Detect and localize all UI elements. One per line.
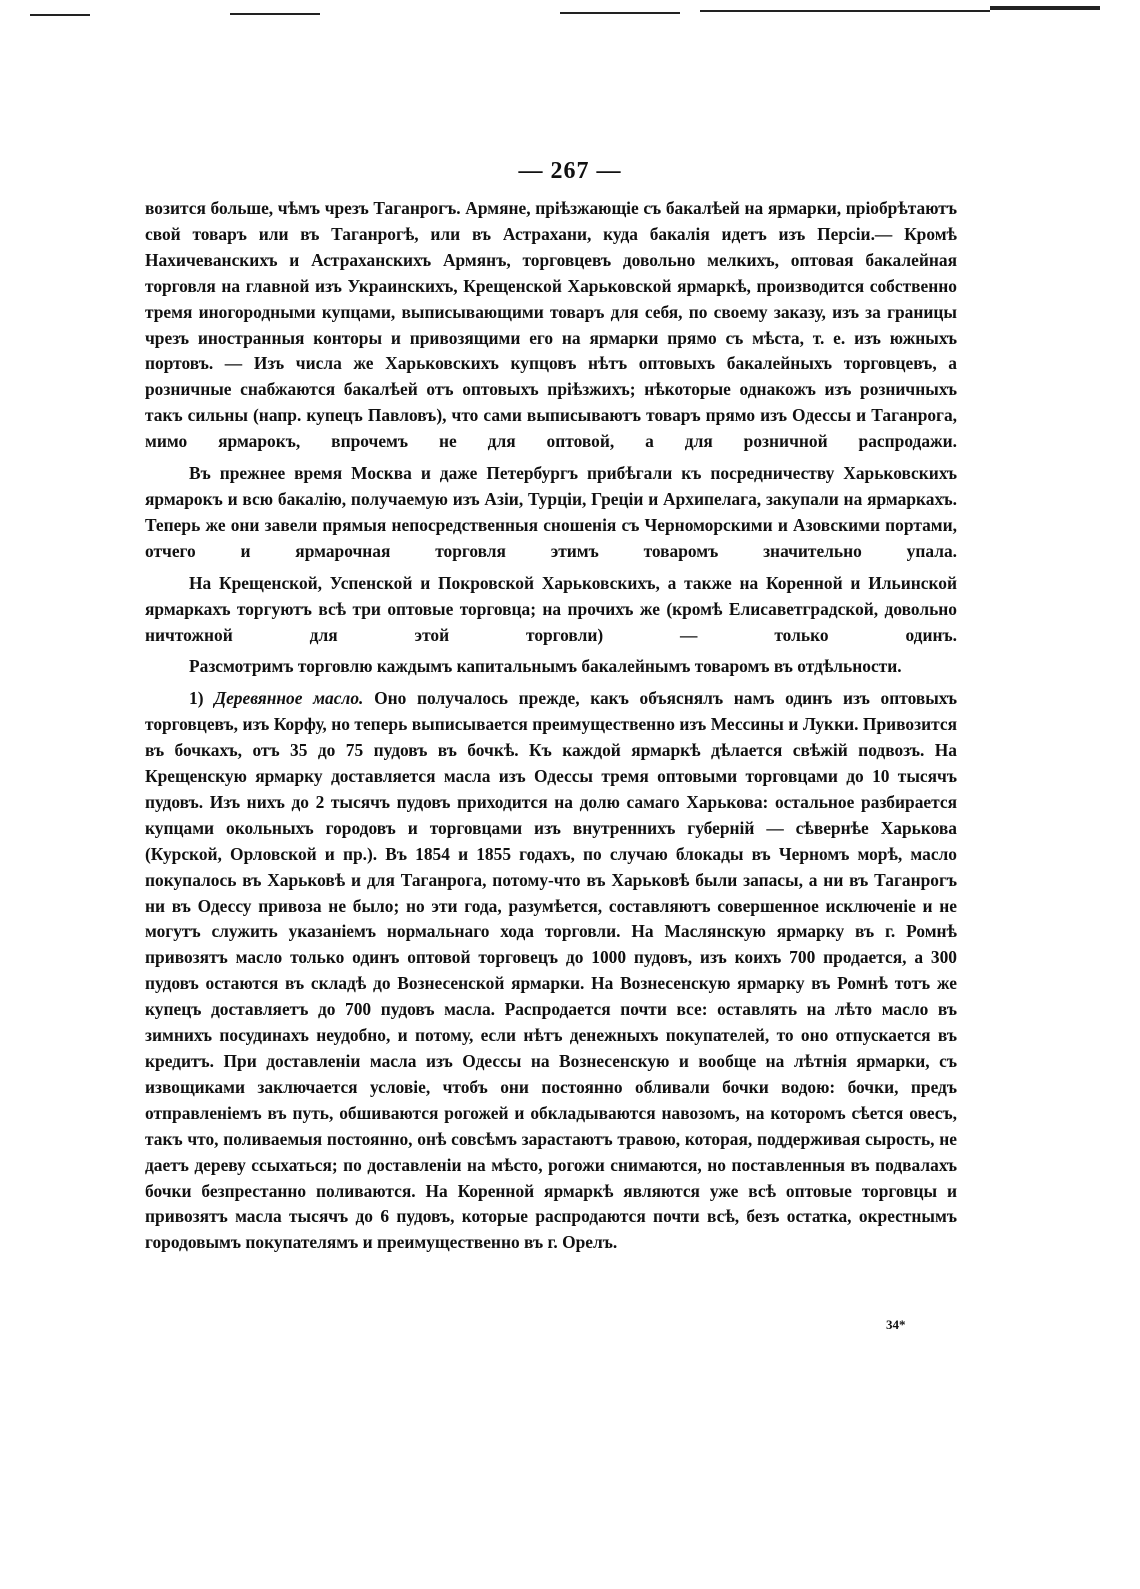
paragraph-1: возится больше, чѣмъ чрезъ Таганрогъ. Армяне, пріѣзжающіе съ бакалѣей на ярмарки, пріобрѣтаютъ свой товаръ или въ Таганрогѣ, или въ Астрахани, куда бакалія идетъ изъ Персіи.— Кромѣ Нахичеванскихъ и Астраханскихъ Армянъ, торговцевъ довольно мелкихъ, оптовая бакалейная торговля на главной изъ Украинскихъ, Крещенской Харьковской ярмаркѣ, производится собственно тремя иногородными купцами, выписывающими товаръ для себя, по своему заказу, изъ за границы чрезъ иностранныя конторы и привозящими его на ярмарки прямо съ мѣста, т. е. изъ южныхъ портовъ. — Изъ числа же Харьковскихъ купцовъ нѣтъ оптовыхъ бакалейныхъ торговцевъ, а розничные снабжаются бакалѣей отъ оптовыхъ пріѣзжихъ; нѣкоторые однакожъ изъ розничныхъ такъ сильны (напр. купецъ Павловъ), что сами выписываютъ товаръ прямо изъ Одессы и Таганрога, мимо ярмарокъ, впрочемъ не для оптовой, а для розничной распродажи. [145,198,957,452]
paragraph-5 [145,686,957,1256]
scan-mark [700,10,990,12]
section-number: 1) [189,688,204,709]
page-body [145,196,957,1256]
scan-mark [230,13,320,15]
scan-mark [30,14,90,16]
page-number: — 267 — [518,158,622,184]
section-text: Оно получалось прежде, какъ объяснялъ намъ одинъ изъ оптовыхъ торговцевъ, изъ Корфу, но теперь выписывается преимущественно изъ Мессины и Лукки. Привозится въ бочкахъ, отъ 35 до 75 пудовъ въ бочкѣ. Къ каждой ярмаркѣ дѣлается свѣжій подвозъ. На Крещенскую ярмарку доставляется масла изъ Одессы тремя оптовыми торговцами до 10 тысячъ пудовъ. Изъ нихъ до 2 тысячъ пудовъ приходится на долю самаго Харькова: остальное разбирается купцами окольныхъ городовъ и торговцами изъ внутреннихъ губерній — сѣвернѣе Харькова (Курской, Орловской и пр.). Въ 1854 и 1855 годахъ, по случаю блокады въ Черномъ морѣ, масло покупалось въ Харьковѣ и для Таганрога, потому-что въ Харьковѣ были запасы, а ни въ Таганрогъ ни въ Одессу привоза не было; но эти года, разумѣется, составляютъ совершенное исключеніе и не могутъ служить указаніемъ нормальнаго хода торговли. На Маслянскую ярмарку въ г. Ромнѣ привозятъ масло только одинъ оптовой торговецъ до 1000 пудовъ, изъ коихъ 700 продается, а 300 пудовъ остаются въ складѣ до Вознесенской ярмарки. На Вознесенскую ярмарку въ Ромнѣ тотъ же купецъ доставляетъ до 700 пудовъ масла. Распродается почти все: оставлять на лѣто масло въ зимнихъ посудинахъ неудобно, и потому, если нѣтъ денежныхъ покупателей, то оно отпускается въ кредитъ. При доставленіи масла изъ Одессы на Вознесенскую и вообще на лѣтнія ярмарки, съ извощиками заключается условіе, чтобъ они постоянно обливали бочки водою: бочки, предъ отправленіемъ въ путь, обшиваются рогожей и обкладываются навозомъ, на которомъ сѣется овесъ, такъ что, поливаемыя постоянно, онѣ совсѣмъ зарастаютъ травою, которая, поддерживая сырость, не даетъ дереву ссыхаться; по доставленіи на мѣсто, рогожи снимаются, но поставленныя въ подвалахъ бочки безпрестанно поливаются. На Коренной ярмаркѣ являются уже всѣ оптовые торговцы и привозятъ масла тысячъ до 6 пудовъ, которые распродаются почти всѣ, безъ остатка, окрестнымъ городовымъ покупателямъ и преимущественно въ г. Орелъ. [145,688,957,1253]
paragraph-3: На Крещенской, Успенской и Покровской Харьковскихъ, а также на Коренной и Ильинской ярмаркахъ торгуютъ всѣ три оптовые торговца; на прочихъ же (кромѣ Елисаветградской, довольно ничтожной для этой торговли) — только одинъ. [145,572,957,645]
scan-mark [990,6,1100,10]
paragraph-2: Въ прежнее время Москва и даже Петербургъ прибѣгали къ посредничеству Харьковскихъ ярмарокъ и всю бакалію, получаемую изъ Азіи, Турціи, Греціи и Архипелага, закупали на ярмаркахъ. Теперь же они завели прямыя непосредственныя сношенія съ Черноморскими и Азовскими портами, отчего и ярмарочная торговля этимъ товаромъ значительно упала. [145,463,957,561]
paragraph-4: Разсмотримъ торговлю каждымъ капитальнымъ бакалейнымъ товаромъ въ отдѣльности. [189,656,902,677]
scan-mark [560,12,680,14]
section-heading: Деревянное масло. [214,688,364,709]
signature-mark: 34* [886,1317,906,1332]
